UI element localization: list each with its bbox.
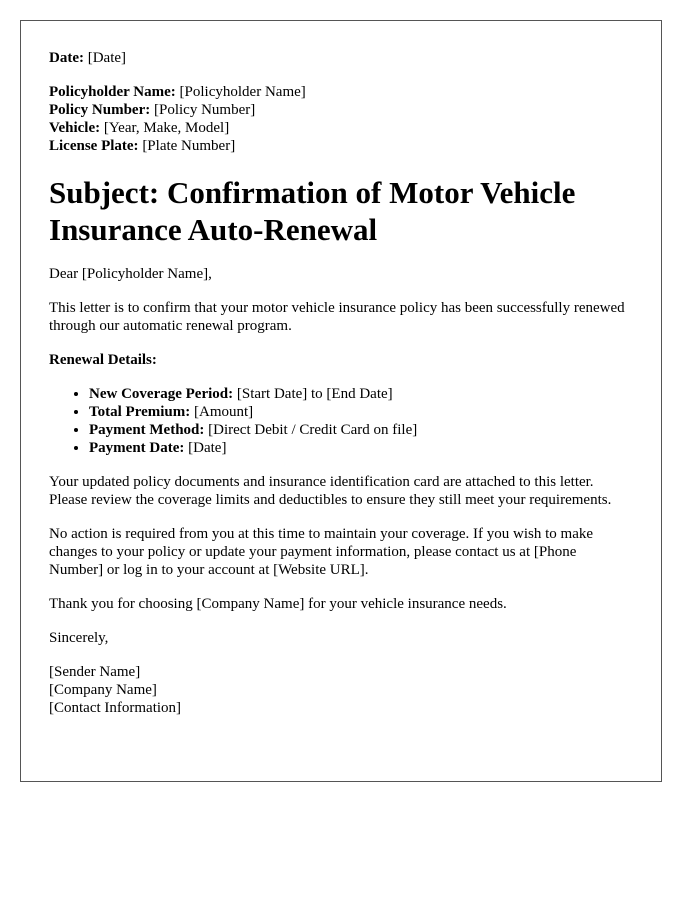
thanks-paragraph: Thank you for choosing [Company Name] for your vehicle insurance needs. (49, 596, 507, 612)
closing: Sincerely, (49, 630, 109, 646)
policyholder-line (49, 83, 633, 101)
list-item (89, 403, 633, 421)
payment-date-value: [Date] (188, 440, 227, 456)
policyholder-value: [Policyholder Name] (179, 84, 306, 100)
license-plate-label: License Plate: (49, 138, 139, 154)
coverage-period-value: [Start Date] to [End Date] (236, 386, 393, 402)
payment-date-label: Payment Date: (89, 440, 185, 456)
subject-heading: Subject: Confirmation of Motor Vehicle Insurance Auto-Renewal (49, 175, 576, 247)
letter-page (20, 20, 662, 782)
vehicle-value: [Year, Make, Model] (103, 120, 230, 136)
policy-number-line (49, 101, 633, 119)
renewal-details-list (49, 385, 633, 457)
action-paragraph: No action is required from you at this time to maintain your coverage. If you wish to make changes to your policy or update your payment information, please contact us at [Phone Number] or log in to your account at [Website URL]. (49, 526, 594, 578)
company-name: [Company Name] (49, 682, 157, 698)
renewal-details-heading: Renewal Details: (49, 352, 157, 368)
sender-name: [Sender Name] (49, 664, 141, 680)
coverage-period-label: New Coverage Period: (89, 386, 234, 402)
signature-block (49, 663, 633, 717)
date-line (49, 49, 633, 67)
license-plate-line (49, 137, 633, 155)
policy-info (49, 83, 633, 155)
list-item (89, 439, 633, 457)
intro-paragraph: This letter is to confirm that your motor vehicle insurance policy has been successfully renewed through our automatic renewal program. (49, 300, 625, 334)
policy-number-label: Policy Number: (49, 102, 151, 118)
list-item (89, 421, 633, 439)
date-label: Date: (49, 50, 84, 66)
payment-method-value: [Direct Debit / Credit Card on file] (208, 422, 418, 438)
date-value: [Date] (87, 50, 127, 66)
payment-method-label: Payment Method: (89, 422, 205, 438)
total-premium-value: [Amount] (194, 404, 254, 420)
license-plate-value: [Plate Number] (142, 138, 236, 154)
policyholder-label: Policyholder Name: (49, 84, 176, 100)
vehicle-line (49, 119, 633, 137)
contact-information: [Contact Information] (49, 700, 182, 716)
policy-number-value: [Policy Number] (153, 102, 256, 118)
salutation: Dear [Policyholder Name], (49, 266, 212, 282)
list-item (89, 385, 633, 403)
vehicle-label: Vehicle: (49, 120, 101, 136)
documents-paragraph: Your updated policy documents and insurance identification card are attached to this letter. Please review the coverage limits and deductibles to ensure they still meet your requirements. (49, 474, 612, 508)
total-premium-label: Total Premium: (89, 404, 191, 420)
